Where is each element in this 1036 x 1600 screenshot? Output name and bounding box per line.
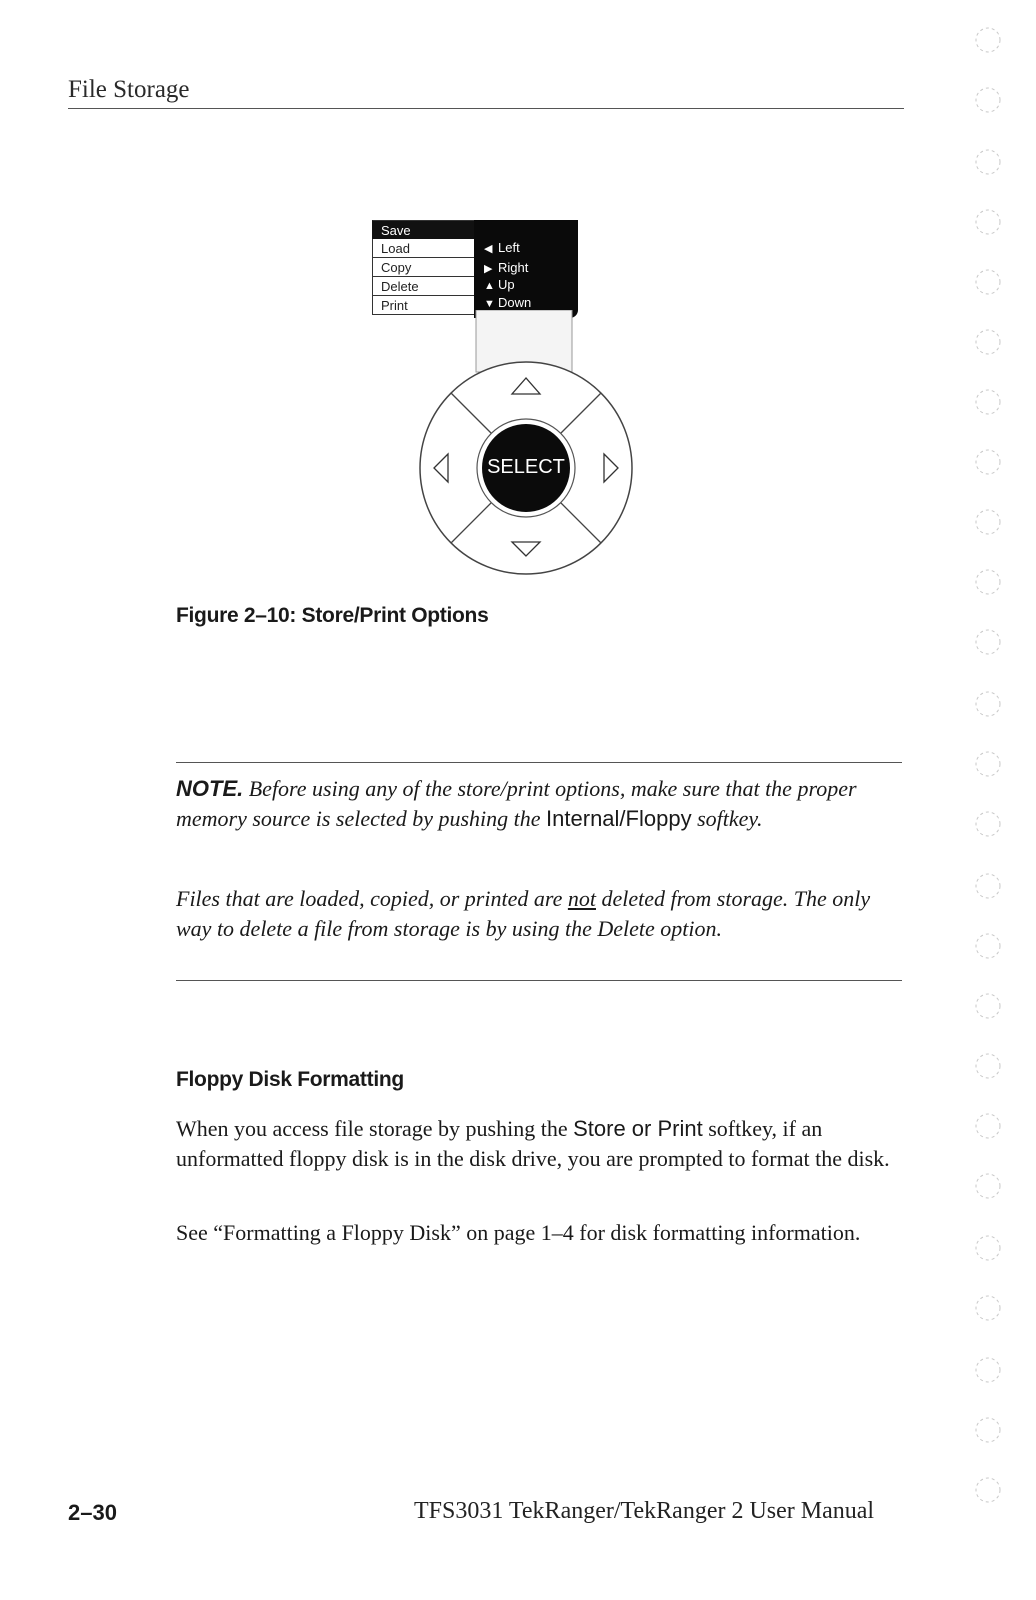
- note-label: NOTE.: [176, 776, 244, 801]
- note-paragraph-1: [176, 774, 896, 834]
- note-emphasis-not: not: [567, 886, 596, 911]
- binder-hole: [976, 874, 1000, 898]
- binder-hole: [976, 570, 1000, 594]
- note-rule-bottom: [176, 980, 902, 981]
- softkey-up-label: Up: [498, 277, 515, 292]
- menu-item-print: Print: [372, 296, 476, 315]
- menu-item-delete: Delete: [372, 277, 476, 296]
- binder-hole: [976, 88, 1000, 112]
- binder-hole: [976, 1114, 1000, 1138]
- softkey-left: [484, 240, 520, 255]
- softkey-right-label: Right: [498, 260, 529, 275]
- softkey-up: [484, 277, 515, 292]
- binder-hole: [976, 1296, 1000, 1320]
- softkey-left-label: Left: [498, 240, 520, 255]
- binder-hole: [976, 330, 1000, 354]
- note-paragraph-2: [176, 884, 896, 944]
- binder-hole: [976, 934, 1000, 958]
- navigation-keypad-drawing: [400, 310, 650, 590]
- store-print-menu: [372, 220, 476, 315]
- note-p2-end: deleted from storage. The only way to delete a file from storage is by using the Delete option.: [176, 886, 871, 941]
- menu-item-load: Load: [372, 239, 476, 258]
- right-arrow-icon: ▶: [484, 263, 493, 275]
- binder-hole: [976, 1236, 1000, 1260]
- binder-hole: [976, 1418, 1000, 1442]
- binder-hole: [976, 1478, 1000, 1502]
- binder-hole: [976, 994, 1000, 1018]
- body-softkey-name: Store or Print: [573, 1116, 703, 1141]
- softkey-panel: [474, 220, 578, 318]
- manual-title: TFS3031 TekRanger/TekRanger 2 User Manual: [414, 1498, 875, 1524]
- binder-hole: [976, 630, 1000, 654]
- note-p2-text: Files that are loaded, copied, or printed are: [176, 886, 563, 911]
- header-rule: [68, 108, 904, 109]
- softkey-right: [484, 260, 528, 275]
- softkey-down-label: Down: [498, 295, 532, 310]
- page-number: 2–30: [68, 1500, 117, 1525]
- binder-hole: [976, 1174, 1000, 1198]
- figure-caption: Figure 2–10: Store/Print Options: [176, 604, 489, 627]
- up-arrow-icon: ▲: [484, 280, 495, 292]
- body-p1-text: When you access file storage by pushing the: [176, 1116, 568, 1141]
- select-button-label: SELECT: [487, 456, 565, 478]
- section-heading: Floppy Disk Formatting: [176, 1068, 404, 1091]
- binder-hole: [976, 390, 1000, 414]
- binder-hole: [976, 28, 1000, 52]
- note-softkey-name: Internal/Floppy: [546, 806, 692, 831]
- menu-item-save: Save: [372, 220, 476, 239]
- binder-hole: [976, 752, 1000, 776]
- running-header: File Storage: [68, 76, 190, 103]
- note-p1-end: softkey.: [697, 806, 763, 831]
- menu-item-copy: Copy: [372, 258, 476, 277]
- binder-hole: [976, 1054, 1000, 1078]
- left-arrow-icon: ◀: [484, 243, 493, 255]
- down-arrow-icon: ▼: [484, 298, 495, 310]
- binder-holes: [968, 20, 1018, 1560]
- body-paragraph-1: [176, 1114, 896, 1174]
- binder-hole: [976, 210, 1000, 234]
- binder-hole: [976, 150, 1000, 174]
- binder-hole: [976, 450, 1000, 474]
- binder-hole: [976, 1358, 1000, 1382]
- binder-hole: [976, 812, 1000, 836]
- body-paragraph-2: See “Formatting a Floppy Disk” on page 1–4 for disk formatting information.: [176, 1220, 861, 1245]
- note-p1-text: Before using any of the store/print options, make sure that the proper memory source is selected by pushing the: [176, 776, 857, 831]
- softkey-down: [484, 295, 531, 310]
- binder-hole: [976, 270, 1000, 294]
- body-p1-end: softkey, if an unformatted floppy disk is in the disk drive, you are prompted to format the disk.: [176, 1116, 890, 1171]
- binder-hole: [976, 510, 1000, 534]
- binder-hole: [976, 692, 1000, 716]
- note-rule-top: [176, 762, 902, 763]
